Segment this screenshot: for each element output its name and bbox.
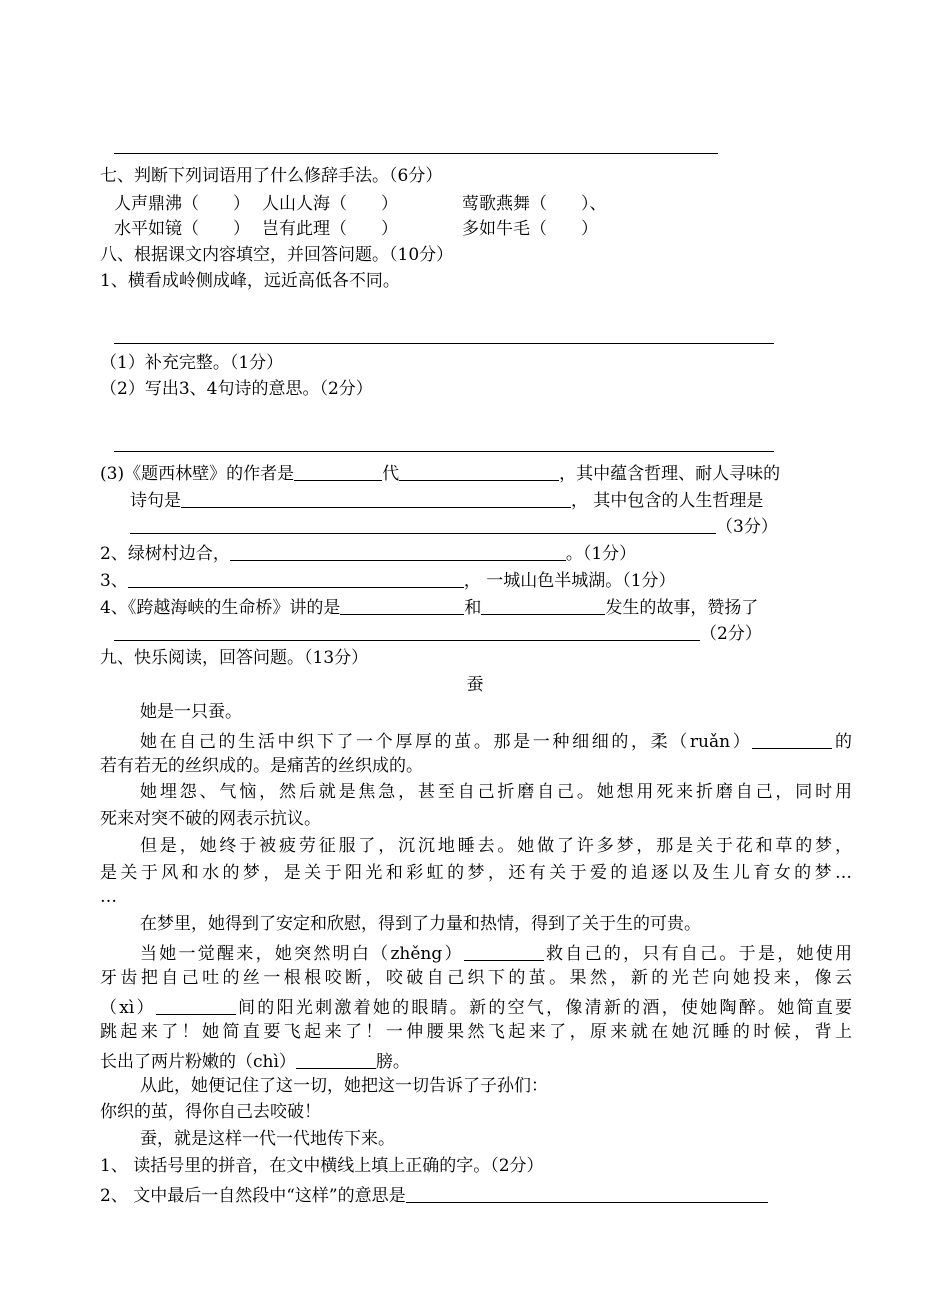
item-4: 4、《跨越海峡的生命桥》讲的是 和 发生的故事，赞扬了 — [100, 598, 759, 618]
item-4-line: （2分） — [114, 623, 762, 643]
fill-blank[interactable] — [481, 597, 605, 615]
fill-blank[interactable] — [296, 1051, 376, 1069]
paragraph-8: 你织的茧，得你自己去咬破！ — [100, 1102, 321, 1122]
paragraph-3-line-2: 死来对突不破的网表示抗议。 — [100, 809, 321, 829]
paragraph-1: 她是一只蚕。 — [140, 702, 242, 722]
passage-title: 蚕 — [466, 675, 484, 695]
paragraph-4-line-3: … — [100, 887, 117, 907]
sub-question-3-cont: 诗句是 ， 其中包含的人生哲理是 — [130, 491, 764, 511]
paragraph-9: 蚕，就是这样一代一代地传下来。 — [140, 1129, 395, 1149]
fill-blank[interactable] — [340, 597, 464, 615]
fill-blank[interactable] — [464, 943, 544, 961]
reading-question-2: 2、 文中最后一自然段中“这样”的意思是 — [100, 1185, 768, 1205]
sub-question-1: （1）补充完整。（1分） — [100, 353, 284, 373]
rhetoric-item: 多如牛毛（ ） — [462, 219, 598, 239]
sub-question-3: (3)《题西林壁》的作者是 代 ，其中蕴含哲理、耐人寻味的 — [100, 464, 781, 484]
paragraph-7: 从此，她便记住了这一切，她把这一切告诉了子孙们： — [140, 1076, 548, 1096]
poem-line: 1、横看成岭侧成峰，远近高低各不同。 — [100, 271, 400, 291]
rhetoric-item: 人山人海（ ） — [262, 194, 398, 214]
rhetoric-row-1 — [114, 194, 607, 214]
paragraph-6-line-2: 牙齿把自己吐的丝一根根咬断，咬破自己织下的茧。果然，新的光芒向她投来，像云 — [100, 968, 852, 988]
paragraph-6-line-4: 跳起来了！她简直要飞起来了！一伸腰果然飞起来了，原来就在她沉睡的时候，背上 — [100, 1022, 852, 1042]
fill-blank[interactable] — [130, 516, 716, 534]
paragraph-3-line-1: 她埋怨、气恼，然后就是焦急，甚至自己折磨自己。她想用死来折磨自己，同时用 — [140, 782, 852, 802]
fill-blank[interactable] — [128, 570, 464, 588]
fill-blank[interactable] — [752, 731, 832, 749]
answer-line — [114, 153, 718, 154]
fill-blank[interactable] — [114, 623, 700, 641]
section-9-title: 九、快乐阅读，回答问题。（13分） — [100, 648, 369, 668]
paragraph-2-line-1: 她在自己的生活中织下了一个厚厚的茧。那是一种细细的，柔（ruǎn） 的 — [140, 732, 852, 752]
paragraph-6-line-1: 当她一觉醒来，她突然明白（zhěng） 救自己的，只有自己。于是，她使用 — [140, 944, 852, 964]
answer-line — [114, 451, 774, 452]
paragraph-6-line-3: （xì） 间的阳光刺激着她的眼睛。新的空气，像清新的酒，使她陶醉。她简直要 — [100, 998, 852, 1018]
fill-blank[interactable] — [181, 490, 571, 508]
item-2: 2、绿树村边合， 。（1分） — [100, 544, 637, 564]
rhetoric-item: 莺歌燕舞（ ）、 — [462, 194, 607, 214]
rhetoric-item: 人声鼎沸（ ） — [114, 194, 250, 214]
rhetoric-item: 水平如镜（ ） — [114, 219, 250, 239]
paragraph-4-line-1: 但是，她终于被疲劳征服了，沉沉地睡去。她做了许多梦，那是关于花和草的梦， — [140, 836, 852, 856]
rhetoric-item: 岂有此理（ ） — [262, 219, 398, 239]
rhetoric-row-2 — [114, 219, 598, 239]
answer-line — [114, 343, 774, 344]
paragraph-2-line-2: 若有若无的丝织成的。是痛苦的丝织成的。 — [100, 756, 423, 776]
sub-question-3-line: （3分） — [130, 516, 778, 536]
reading-question-1: 1、 读括号里的拼音，在文中横线上填上正确的字。（2分） — [100, 1156, 544, 1176]
paragraph-5: 在梦里，她得到了安定和欣慰，得到了力量和热情，得到了关于生的可贵。 — [140, 914, 701, 934]
fill-blank[interactable] — [230, 543, 566, 561]
fill-blank[interactable] — [294, 463, 382, 481]
paragraph-4-line-2: 是关于风和水的梦，是关于阳光和彩虹的梦，还有关于爱的追逐以及生儿育女的梦… — [100, 863, 852, 883]
fill-blank[interactable] — [406, 1185, 768, 1203]
item-3: 3、 ， 一城山色半城湖。（1分） — [100, 571, 676, 591]
section-8-title: 八、根据课文内容填空，并回答问题。（10分） — [100, 245, 454, 265]
section-7-title: 七、判断下列词语用了什么修辞手法。（6分） — [100, 166, 443, 186]
sub-question-2: （2）写出3、4句诗的意思。（2分） — [100, 379, 373, 399]
paragraph-6-line-5: 长出了两片粉嫩的（chì） 膀。 — [100, 1052, 410, 1072]
fill-blank[interactable] — [156, 997, 236, 1015]
fill-blank[interactable] — [399, 463, 559, 481]
